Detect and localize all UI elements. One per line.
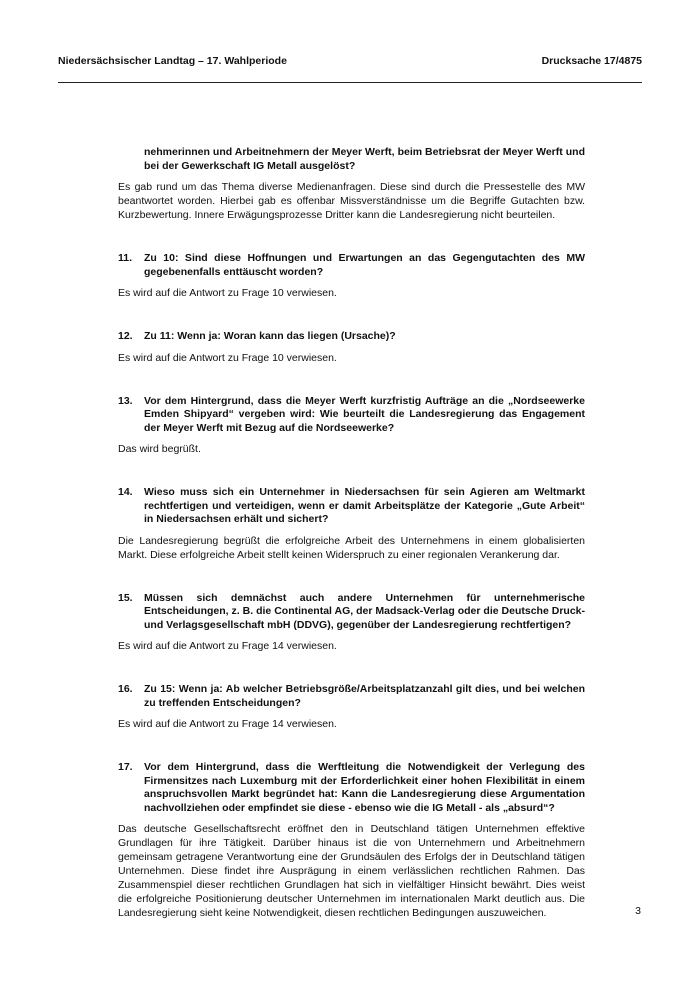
page-number: 3 <box>635 905 641 917</box>
answer-text: Das wird begrüßt. <box>118 443 201 455</box>
header-document-number: Drucksache 17/4875 <box>541 55 642 67</box>
question-text: Zu 15: Wenn ja: Ab welcher Betriebsgröße/Arbeitsplatzanzahl gilt dies, und bei welchen zu treffenden Entscheidungen? <box>144 683 585 709</box>
header-divider <box>58 82 642 83</box>
question-text: Zu 10: Sind diese Hoffnungen und Erwartungen an das Gegengutachten des MW gegebenenfalls enttäuscht worden? <box>144 252 585 278</box>
answer-text: Es wird auf die Antwort zu Frage 14 verwiesen. <box>118 718 337 730</box>
answer-text: Die Landesregierung begrüßt die erfolgreiche Arbeit des Unternehmens in einem globalisierten Markt. Diese erfolgreiche Arbeit stellt keinen Widerspruch zu einer regionalen Verankerung dar. <box>118 534 585 561</box>
question-block-13 <box>118 395 585 457</box>
question-block-11 <box>118 252 585 300</box>
header-parliament-title: Niedersächsischer Landtag – 17. Wahlperiode <box>58 55 287 67</box>
question-number: 15. <box>118 591 133 604</box>
question-block-14 <box>118 486 585 562</box>
question-block-17 <box>118 761 585 920</box>
question-number: 12. <box>118 330 133 342</box>
answer-text: Es wird auf die Antwort zu Frage 10 verwiesen. <box>118 351 337 364</box>
question-text: Vor dem Hintergrund, dass die Meyer Werft kurzfristig Aufträge an die „Nordseewerke Emden Shipyard“ vergeben wird: Wie beurteilt die Landesregierung das Engagement der Meyer Werft mit Bezug auf die Nordseewerke? <box>144 394 585 434</box>
question-text: Vor dem Hintergrund, dass die Werftleitung die Notwendigkeit der Verlegung des Firmensitzes nach Luxemburg mit der Erforderlichkeit einer hohen Flexibilität in einem anspruchsvollen Markt begründet hat: Kann die Landesregierung diese Argumentation nachvollziehen oder empfindet sie diese - ebenso wie die IG Metall - als „absurd“? <box>144 761 585 814</box>
question-text: Müssen sich demnächst auch andere Unternehmen für unternehmerische Entscheidungen, z. B. die Continental AG, der Madsack-Verlag oder die Deutsche Druck- und Verlagsgesellschaft mbH (DDVG), gegenüber der Landesregierung rechtfertigen? <box>144 591 585 631</box>
question-number: 11. <box>118 252 133 264</box>
question-number: 14. <box>118 486 133 498</box>
question-text: Wieso muss sich ein Unternehmer in Niedersachsen für sein Agieren am Weltmarkt rechtfertigen und verteidigen, wenn er damit Arbeitsplätze der Kategorie „Gute Arbeit“ in Niedersachsen erhält und sichert? <box>144 486 585 525</box>
question-number: 17. <box>118 761 133 773</box>
continued-question-block <box>118 146 585 222</box>
question-number: 13. <box>118 394 133 407</box>
question-text: Zu 11: Wenn ja: Woran kann das liegen (Ursache)? <box>144 330 396 342</box>
question-number: 16. <box>118 683 133 695</box>
answer-text: Es gab rund um das Thema diverse Medienanfragen. Diese sind durch die Pressestelle des MW beantwortet worden. Hierbei gab es offenbar Missverständnisse um die Begriffe Gutachten bzw. Kurzbewertung. Innere Erwägungsprozesse Dritter kann die Landesregierung nicht beurteilen. <box>118 181 585 221</box>
page-header <box>58 55 642 67</box>
answer-text: Es wird auf die Antwort zu Frage 10 verwiesen. <box>118 287 337 299</box>
answer-text: Das deutsche Gesellschaftsrecht eröffnet den in Deutschland tätigen Unternehmen effektive Grundlagen für ihre Tätigkeit. Darüber hinaus ist die von Unternehmern und Arbeitnehmern gemeinsam getragene Verantwortung eine der Grundsäulen des Erfolgs der in Deutschland tätigen Unternehmen. Diese findet ihre Ausprägung in einem verlässlichen rechtlichen Rahmen. Das Zusammenspiel dieser rechtlichen Grundlagen hat sich in vielfältiger Hinsicht bewährt. Dies weist die erfolgreiche Positionierung deutscher Unternehmen im internationalen Markt deutlich aus. Die Landesregierung sieht keine Notwendigkeit, diesen rechtlichen Bedingungen auszuweichen. <box>118 823 585 919</box>
answer-text: Es wird auf die Antwort zu Frage 14 verwiesen. <box>118 640 337 652</box>
question-block-15 <box>118 592 585 654</box>
question-block-12 <box>118 330 585 365</box>
question-block-16 <box>118 683 585 731</box>
question-text: nehmerinnen und Arbeitnehmern der Meyer Werft, beim Betriebsrat der Meyer Werft und bei der Gewerkschaft IG Metall ausgelöst? <box>144 146 585 172</box>
document-body <box>118 146 585 920</box>
